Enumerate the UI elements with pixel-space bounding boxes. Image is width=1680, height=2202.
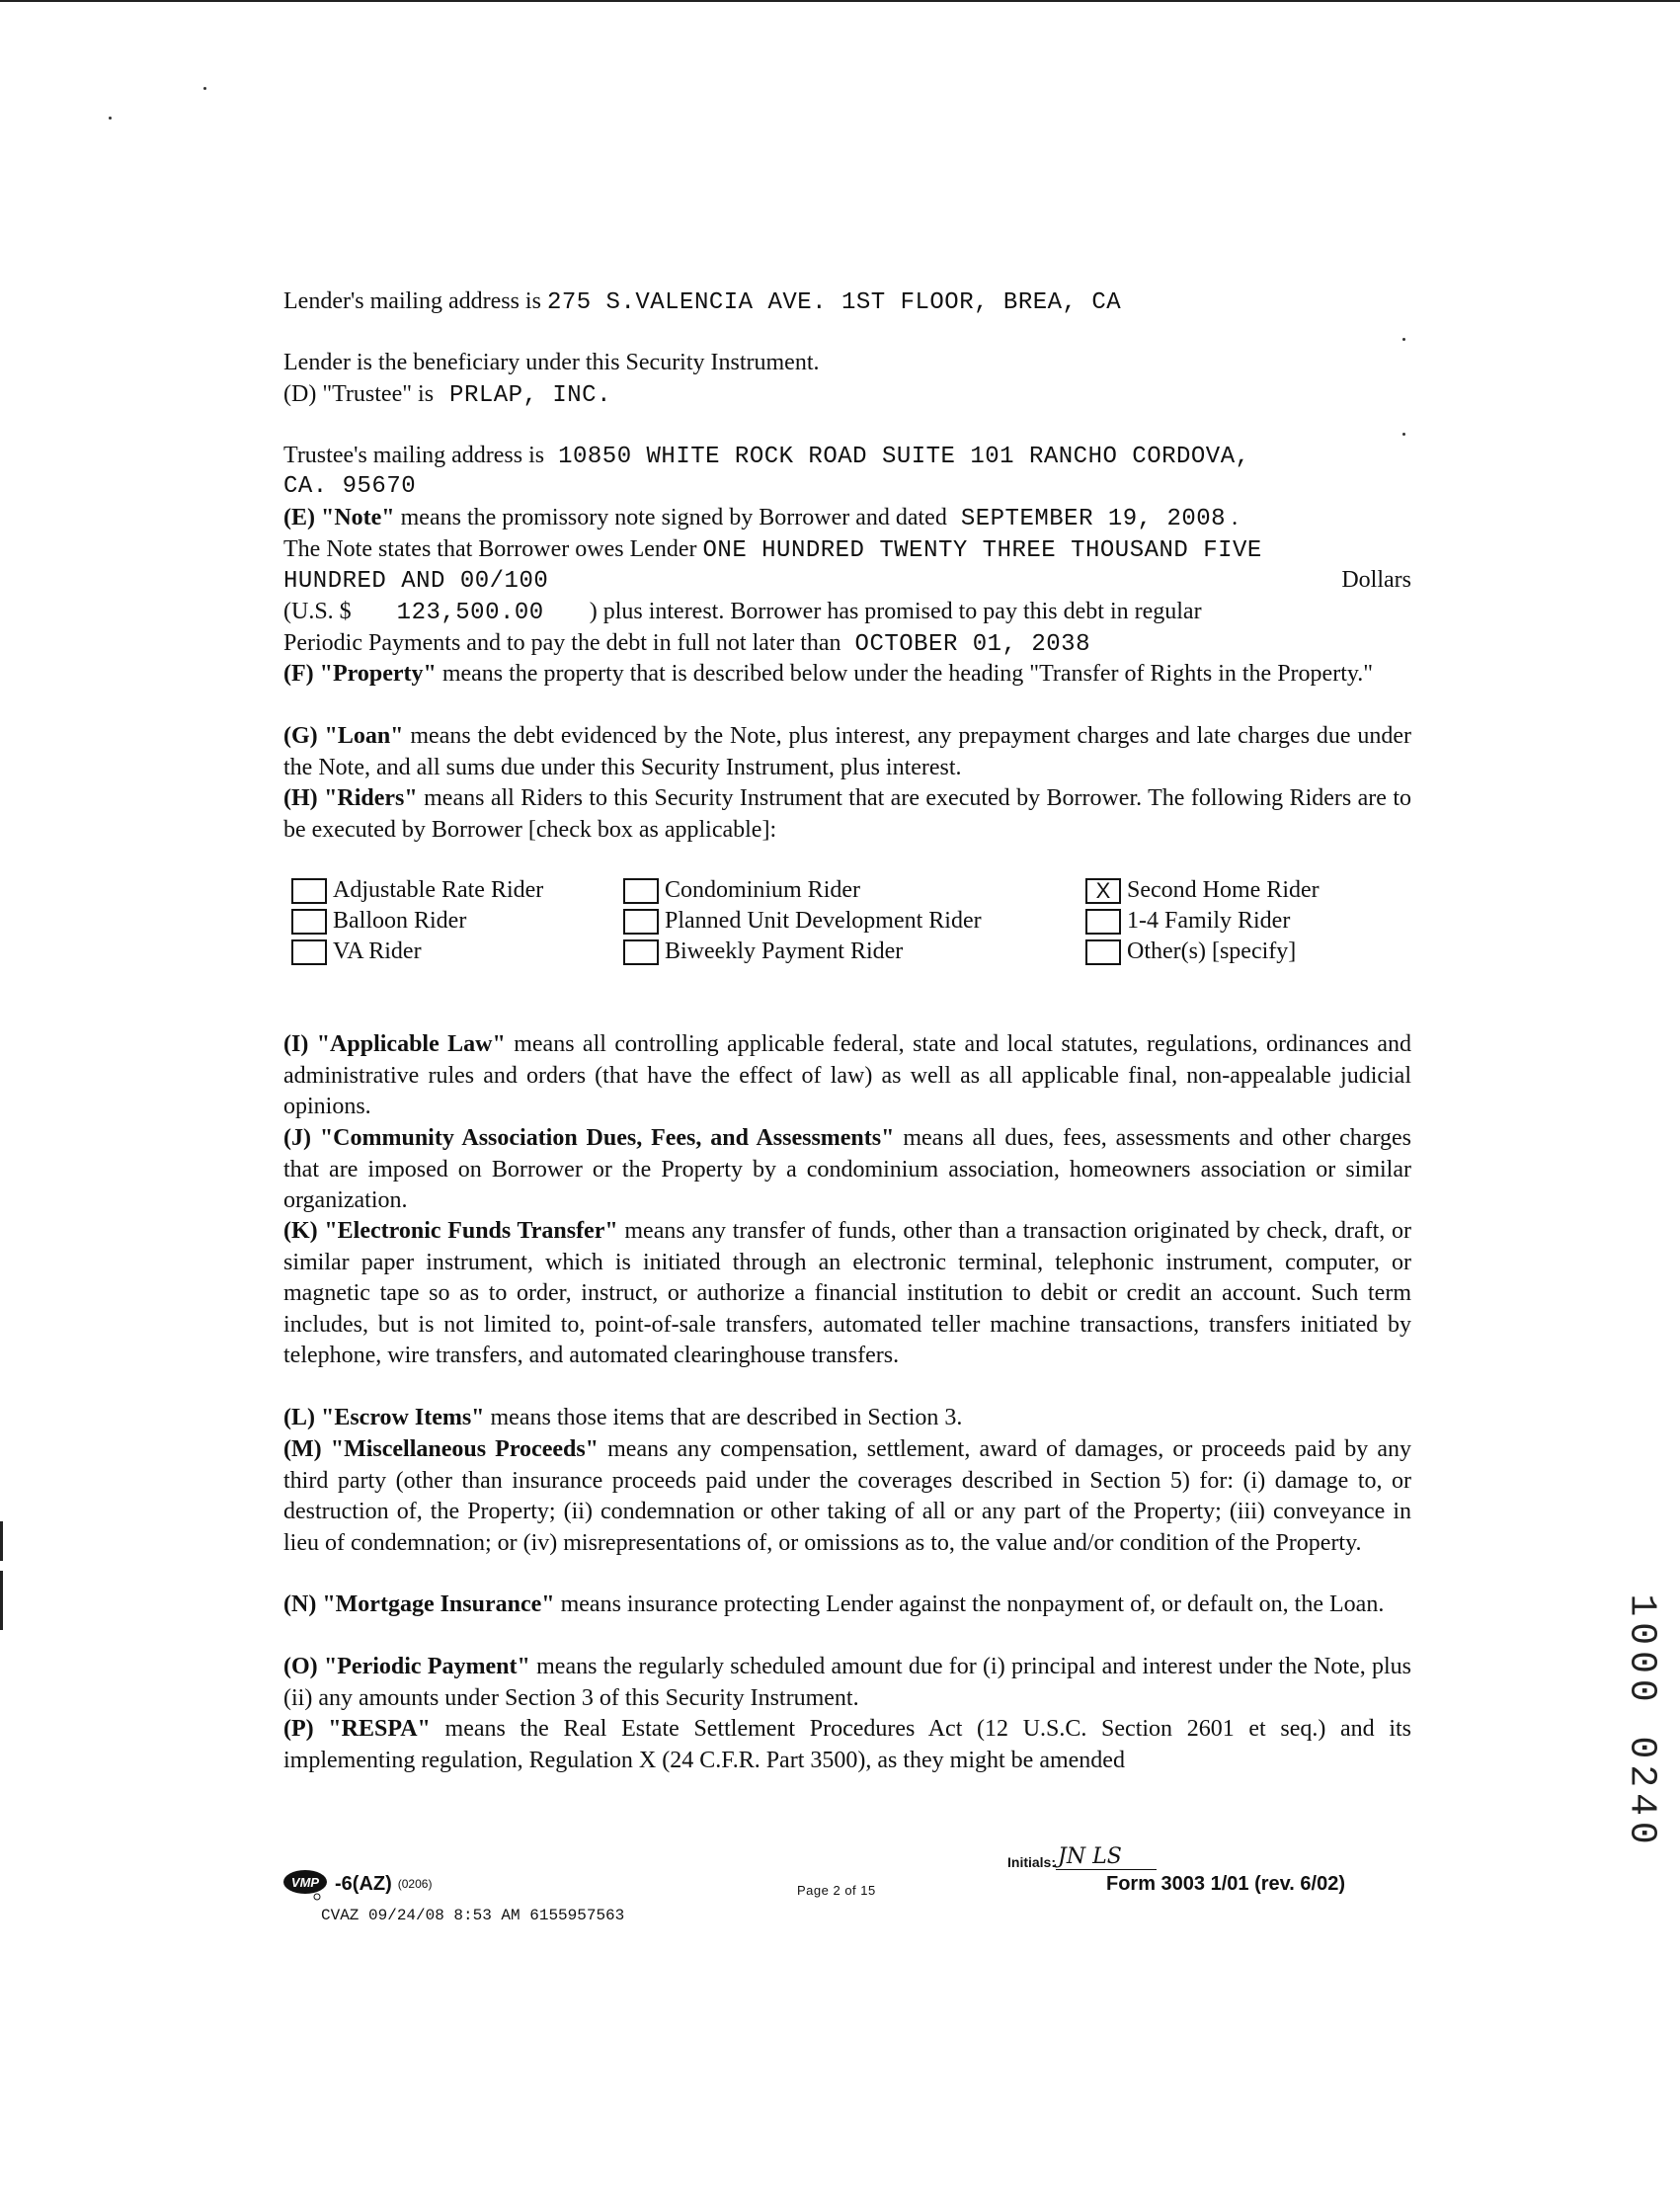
rider-biweekly-payment [623, 937, 903, 967]
note-amount-words-2: HUNDRED AND 00/100 [283, 568, 549, 595]
rider-adjustable-rate [291, 875, 543, 906]
initials-label: Initials: [1007, 1854, 1057, 1870]
definition-label: (M) "Miscellaneous Proceeds" [283, 1436, 600, 1462]
form-number: Form 3003 1/01 (rev. 6/02) [1106, 1873, 1345, 1895]
vmp-logo-icon [281, 1867, 333, 1901]
rider-checkbox-checked[interactable]: X [1085, 878, 1121, 904]
property-definition [283, 659, 1411, 691]
definition-respa [283, 1714, 1411, 1776]
form-code-label: -6(AZ) [335, 1872, 392, 1895]
scan-speck [1402, 433, 1405, 436]
rider-planned-unit-development [623, 906, 982, 937]
rider-checkbox[interactable] [291, 909, 327, 935]
rider-label: Planned Unit Development Rider [665, 908, 982, 934]
rider-label: Condominium Rider [665, 877, 860, 903]
definition-text: means any transfer of funds, other than a transaction originated by check, draft, or similar paper instrument, which is initiated through an electronic terminal, telephonic instrument, computer, or magnetic tape so as to order, instruct, or authorize a financial institution to debit or credit an account. Such term includes, but is not limited to, point-of-sale transfers, automated teller machine transactions, transfers initiated by telephone, wire transfers, and automated clearinghouse transfers. [283, 1218, 1411, 1368]
side-stamp [1612, 1592, 1671, 1889]
definition-label: (I) "Applicable Law" [283, 1031, 506, 1057]
definition-community-association-dues [283, 1123, 1411, 1217]
note-line-5 [283, 628, 1411, 661]
note-maturity-date: OCTOBER 01, 2038 [854, 631, 1090, 658]
form-code [281, 1867, 432, 1901]
definition-label: (J) "Community Association Dues, Fees, and Assessments" [283, 1125, 895, 1151]
definition-miscellaneous-proceeds [283, 1434, 1411, 1559]
definition-label: (L) "Escrow Items" [283, 1405, 485, 1430]
loan-label: (G) "Loan" [283, 723, 404, 749]
rider-balloon [291, 906, 466, 937]
scan-edge-mark [0, 1521, 3, 1561]
property-label: (F) "Property" [283, 661, 437, 687]
note-amount-words: ONE HUNDRED TWENTY THREE THOUSAND FIVE [702, 537, 1262, 564]
lender-address-value: 275 S.VALENCIA AVE. 1ST FLOOR, BREA, CA [546, 289, 1122, 316]
rider-checkbox[interactable] [291, 878, 327, 904]
rider-va [291, 937, 422, 967]
rider-others [1085, 937, 1296, 967]
definition-text: means any compensation, settlement, award of damages, or proceeds paid by any third party (other than insurance proceeds paid under the coverages described in Section 5) for: (i) damage to, or destruction of, the Property; (ii) condemnation or other taking of all or any part of the Property; (iii) conveyance in lieu of condemnation; or (iv) misrepresentations of, or omissions as to, the value and/or condition of the Property. [283, 1436, 1412, 1556]
rider-second-home [1085, 875, 1320, 906]
rider-checkbox[interactable] [623, 909, 659, 935]
rider-checkbox[interactable] [1085, 909, 1121, 935]
rider-label: Adjustable Rate Rider [333, 877, 544, 903]
definition-text: means insurance protecting Lender against the nonpayment of, or default on, the Loan. [560, 1591, 1385, 1617]
initials-signature[interactable]: JN LS [1056, 1845, 1157, 1870]
rider-one-four-family [1085, 906, 1290, 937]
note-line-4 [283, 597, 1411, 629]
rider-label: VA Rider [333, 938, 422, 964]
loan-text: means the debt evidenced by the Note, plus interest, any prepayment charges and late charges due under the Note, and all sums due under this Security Instrument, plus interest. [283, 723, 1412, 780]
note-line-2 [283, 534, 1411, 567]
riders-definition [283, 783, 1411, 846]
trustee-label: (D) "Trustee" is [283, 381, 435, 407]
note-periodic-text: Periodic Payments and to pay the debt in full not later than [283, 630, 841, 656]
scan-edge-mark [0, 1571, 3, 1630]
batch-stamp: CVAZ 09/24/08 8:53 AM 6155957563 [321, 1907, 625, 1924]
definition-applicable-law [283, 1029, 1411, 1123]
definition-label: (N) "Mortgage Insurance" [283, 1591, 555, 1617]
rider-checkbox[interactable] [623, 939, 659, 965]
vmp-logo-text: VMP [290, 1875, 320, 1890]
property-text: means the property that is described below under the heading "Transfer of Rights in the Property." [441, 661, 1374, 687]
definition-label: (P) "RESPA" [283, 1716, 431, 1742]
lender-address-label: Lender's mailing address is [283, 288, 541, 314]
page-number: Page 2 of 15 [797, 1883, 876, 1898]
definition-text: means all dues, fees, assessments and other charges that are imposed on Borrower or the Property by a condominium association, homeowners association or similar organization. [283, 1125, 1412, 1213]
scan-speck [109, 117, 112, 120]
rider-condominium [623, 875, 860, 906]
note-label: (E) "Note" [283, 505, 395, 530]
scan-speck [1402, 338, 1405, 341]
lender-address-line [283, 286, 1411, 319]
scan-top-edge [0, 0, 1680, 2]
rider-label: Biweekly Payment Rider [665, 938, 904, 964]
rider-label: Balloon Rider [333, 908, 467, 934]
trustee-value: PRLAP, INC. [449, 382, 611, 409]
trustee-address-value: 10850 WHITE ROCK ROAD SUITE 101 RANCHO CORDOVA, [558, 444, 1250, 470]
rider-label: Second Home Rider [1127, 877, 1320, 903]
trustee-address-line [283, 441, 1411, 473]
note-owes-text: The Note states that Borrower owes Lender [283, 536, 697, 562]
note-interest-text: ) plus interest. Borrower has promised to pay this debt in regular [589, 599, 1202, 624]
note-dollars-label: Dollars [1341, 567, 1411, 593]
note-line-3 [283, 565, 1411, 597]
trustee-line [283, 379, 1411, 412]
form-version: (0206) [397, 1877, 433, 1891]
trustee-address-label: Trustee's mailing address is [283, 443, 545, 468]
rider-label: Other(s) [specify] [1127, 938, 1297, 964]
loan-definition [283, 721, 1411, 783]
definition-text: means the Real Estate Settlement Procedures Act (12 U.S.C. Section 2601 et seq.) and its implementing regulation, Regulation X (24 C.F.R. Part 3500), as they might be amended [283, 1716, 1411, 1773]
note-us-prefix: (U.S. $ [283, 599, 352, 624]
riders-label: (H) "Riders" [283, 785, 418, 811]
rider-label: 1-4 Family Rider [1127, 908, 1291, 934]
side-stamp-number: 1000 0240 [1620, 1593, 1663, 1850]
rider-checkbox[interactable] [623, 878, 659, 904]
rider-checkbox[interactable] [291, 939, 327, 965]
note-amount: 123,500.00 [396, 600, 544, 626]
scan-speck [203, 87, 206, 90]
definition-label: (K) "Electronic Funds Transfer" [283, 1218, 618, 1244]
riders-text: means all Riders to this Security Instrument that are executed by Borrower. The following Riders are to be executed by Borrower [check box as applicable]: [283, 785, 1412, 843]
definition-text: means the regularly scheduled amount due for (i) principal and interest under the Note, plus (ii) any amounts under Section 3 of this Security Instrument. [283, 1654, 1412, 1711]
definition-periodic-payment [283, 1652, 1411, 1714]
trustee-address-line-2: CA. 95670 [283, 473, 417, 500]
definition-label: (O) "Periodic Payment" [283, 1654, 530, 1679]
note-text: means the promissory note signed by Borrower and dated [400, 505, 947, 530]
lender-beneficiary: Lender is the beneficiary under this Security Instrument. [283, 350, 820, 375]
initials-field [1007, 1845, 1157, 1870]
note-line-1: (E) "Note" means the promissory note signed by Borrower and dated SEPTEMBER 19, 2008 . [283, 505, 1239, 532]
definition-electronic-funds-transfer [283, 1216, 1411, 1372]
note-date: SEPTEMBER 19, 2008 [960, 506, 1227, 532]
definition-mortgage-insurance [283, 1590, 1411, 1621]
rider-checkbox[interactable] [1085, 939, 1121, 965]
definition-text: means those items that are described in Section 3. [490, 1405, 963, 1430]
definition-text: means all controlling applicable federal, state and local statutes, regulations, ordinances and administrative rules and orders (that have the effect of law) as well as all applicable final, non-appealable judicial opinions. [283, 1031, 1412, 1119]
definition-escrow-items [283, 1403, 1411, 1434]
